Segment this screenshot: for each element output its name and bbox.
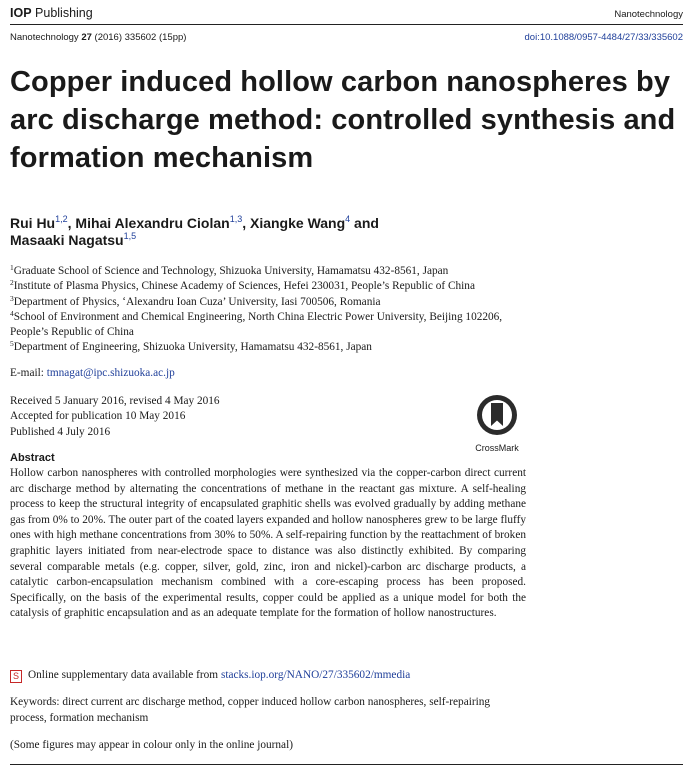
affiliation-item [10,295,530,310]
affiliation-text: Department of Engineering, Shizuoka University, Hamamatsu 432-8561, Japan [13,341,372,354]
keywords: Keywords: direct current arc discharge method, copper induced hollow carbon nanospheres, self-repairing process, formation mechanism [10,696,491,724]
affiliation-text: Department of Physics, ‘Alexandru Ioan Cuza’ University, Iasi 700506, Romania [13,295,381,308]
affiliation-number: 1 [10,263,14,272]
author-affiliation-ref[interactable]: 4 [345,214,351,224]
paper-title: Copper induced hollow carbon nanospheres by arc discharge method: controlled synthesis and formation mechanism [10,66,676,174]
crossmark-label: CrossMark [475,443,519,453]
email-line: E-mail: tmnagat@ipc.shizuoka.ac.jp [10,367,175,379]
affiliation-number: 5 [10,339,14,349]
publisher-logo: IOP Publishing [10,6,93,20]
author-name: Mihai Alexandru Ciolan [75,215,230,231]
affiliation-item [10,264,530,279]
bottom-divider [10,764,683,765]
abstract-body: Hollow carbon nanospheres with controlled morphologies were synthesized via the copper-carbon direct current arc discharge method by alternating the concentrations of methane in the reactant gas mixture. A self-healing process to keep the structural integrity of encapsulated graphitic shells was evolved gradually by adding methane gas from 0% to 20%. The outer part of the coated layers expanded and hollow nanospheres grew to be large fluffy ones with high methane concentrations from 30% to 50%. A self-repairing function by the reattachment of broken graphitic layers initiated from near-electrode space to distance was also distinctly exhibited. By comparing several comparable metals (e.g. copper, silver, gold, zinc, iron and nickel)-carbon arc discharge products, a catalytic carbon-encapsulation mechanism combined with a core-escaping process has been proposed. Specifically, on the basis of the experimental results, copper could be applied as a unique model for both the catalysis of graphitic encapsulation and as an adequate template for the formation of hollow nanostructures. [10,467,526,620]
affiliation-number: 3 [10,293,14,303]
doi-link[interactable]: doi:10.1088/0957-4484/27/33/335602 [524,32,683,43]
author-list [10,215,570,249]
crossmark-icon [475,393,519,437]
author-separator: , [67,215,76,231]
affiliation-item [10,340,530,355]
author-separator: and [350,215,379,231]
affiliation-item [10,279,530,294]
accepted-date: Accepted for publication 10 May 2016 [10,410,186,423]
published-date: Published 4 July 2016 [10,425,111,438]
affiliation-text: Graduate School of Science and Technology, Shizuoka University, Hamamatsu 432-8561, Japan [13,265,449,277]
affiliation-text: School of Environment and Chemical Engineering, North China Electric Power University, Beijing 102206, People’s Republic of China [10,310,503,339]
affiliation-number: 2 [10,278,14,288]
citation-line: Nanotechnology 27 (2016) 335602 (15pp) [10,32,187,43]
author-affiliation-ref[interactable]: 1,2 [55,214,68,224]
author-name: Rui Hu [10,215,56,231]
colour-note: (Some figures may appear in colour only in the online journal) [10,739,293,751]
journal-name: Nanotechnology [614,9,683,20]
abstract-heading: Abstract [10,452,55,464]
crossmark-badge[interactable] [470,393,524,453]
affiliation-number: 4 [10,308,14,318]
affiliation-item [10,310,530,341]
supplementary-link[interactable]: stacks.iop.org/NANO/27/335602/mmedia [220,669,411,681]
publication-dates [10,394,220,440]
author-name: Masaaki Nagatsu [10,232,124,248]
received-date: Received 5 January 2016, revised 4 May 2016 [10,395,220,407]
supplementary-icon: S [10,670,22,683]
author-name: Xiangke Wang [249,215,346,231]
supplementary-line [10,669,410,683]
email-link[interactable]: tmnagat@ipc.shizuoka.ac.jp [46,367,175,379]
supplementary-text: Online supplementary data available from [28,669,219,681]
affiliation-text: Institute of Plasma Physics, Chinese Academy of Sciences, Hefei 230031, People’s Republic of China [13,280,475,293]
affiliation-list [10,264,530,356]
header-bar [10,6,683,25]
author-separator: , [242,215,250,231]
author-affiliation-ref[interactable]: 1,3 [229,214,243,224]
author-affiliation-ref[interactable]: 1,5 [123,231,137,241]
